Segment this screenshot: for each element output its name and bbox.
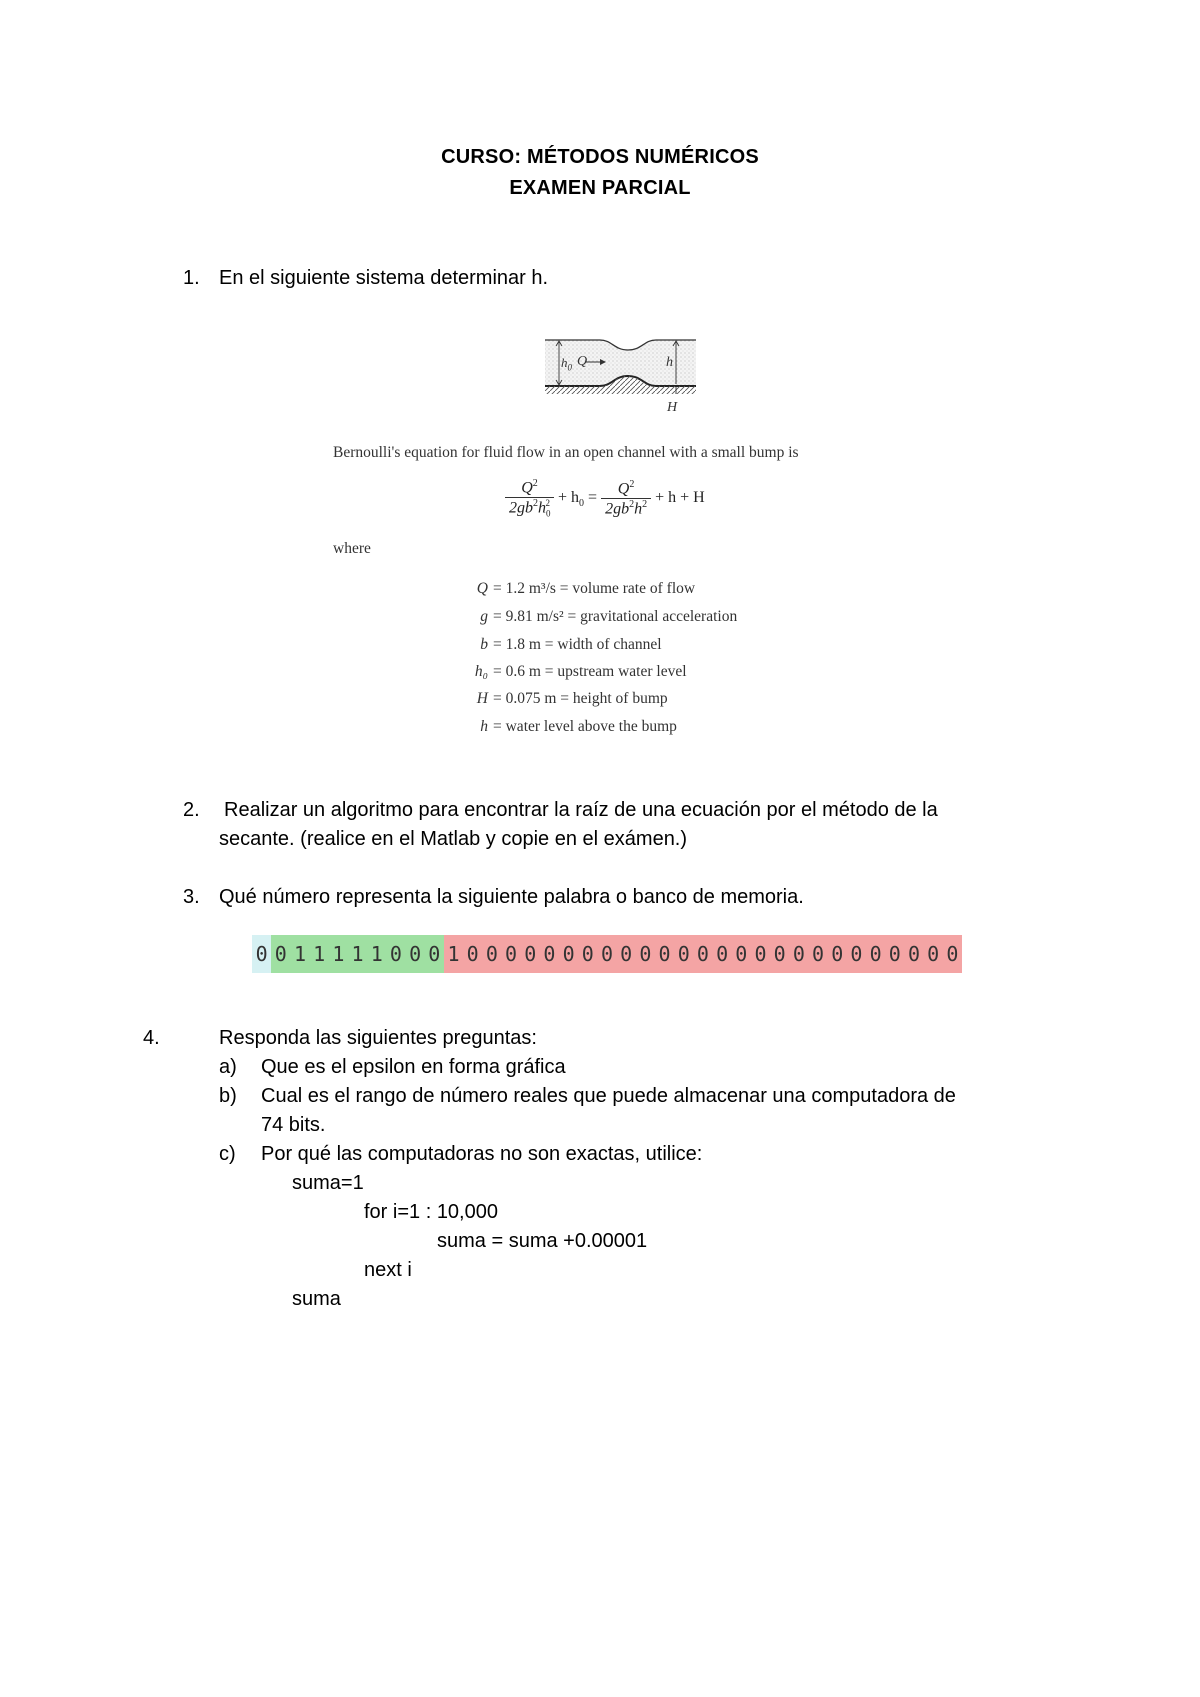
code-line: suma = suma +0.00001 [437, 1230, 648, 1252]
mantissa-bit: 0 [885, 935, 904, 973]
sign-bit: 0 [252, 935, 271, 973]
exponent-bit: 0 [386, 935, 405, 973]
mantissa-bit: 0 [540, 935, 559, 973]
code-line: for i=1 : 10,000 [364, 1201, 498, 1223]
eq-plus-h0: + $h_0$ [558, 489, 585, 510]
mantissa-bit: 0 [482, 935, 501, 973]
def-sym: H [476, 690, 488, 707]
def-rhs: = 1.8 m = width of channel [493, 636, 662, 653]
q4-item-letter: c) [219, 1143, 236, 1165]
mantissa-bit: 0 [751, 935, 770, 973]
bernoulli-equation [505, 478, 705, 519]
mantissa-bit: 0 [789, 935, 808, 973]
q2-line2: secante. (realice en el Matlab y copie en el exámen.) [219, 828, 688, 850]
exam-title: EXAMEN PARCIAL [509, 177, 691, 199]
def-rhs: = 0.075 m = height of bump [493, 690, 668, 707]
where-label: where [333, 540, 371, 557]
q1-number: 1. [183, 267, 200, 289]
mantissa-bit: 0 [578, 935, 597, 973]
def-rhs: = water level above the bump [493, 718, 677, 735]
q4-item-letter: a) [219, 1056, 237, 1078]
q3-number: 3. [183, 886, 200, 908]
mantissa-bit: 0 [501, 935, 520, 973]
def-sym: b [480, 636, 488, 653]
memory-word-bits [252, 935, 962, 973]
mantissa-bit: 0 [924, 935, 943, 973]
bernoulli-intro: Bernoulli's equation for fluid flow in an open channel with a small bump is [333, 444, 799, 461]
eq-tail: + h + H [655, 489, 705, 507]
mantissa-bit: 0 [828, 935, 847, 973]
mantissa-bit: 0 [463, 935, 482, 973]
def-sym: h₀ [474, 663, 488, 680]
code-line: suma=1 [292, 1172, 364, 1194]
eq-equals: = [588, 489, 598, 507]
fig-label-q: Q [577, 354, 588, 369]
mantissa-bit: 0 [597, 935, 616, 973]
mantissa-bit: 0 [847, 935, 866, 973]
q4-item-text: Cual es el rango de número reales que puede almacenar una computadora de [261, 1085, 956, 1107]
exponent-bit: 1 [290, 935, 309, 973]
q4-text: Responda las siguientes preguntas: [219, 1027, 537, 1049]
def-sym: g [480, 608, 488, 625]
q4-item-text-continued: 74 bits. [261, 1114, 326, 1136]
q4-number: 4. [143, 1027, 160, 1049]
course-title: CURSO: MÉTODOS NUMÉRICOS [441, 146, 759, 168]
mantissa-bit: 0 [732, 935, 751, 973]
exponent-bit: 1 [348, 935, 367, 973]
fig-label-h0: $h_0$ [561, 355, 572, 373]
q4-item-text: Que es el epsilon en forma gráfica [261, 1056, 566, 1078]
eq-left-fraction: $\frac{Q^2}{2gb^2h_0^2}$ [505, 478, 554, 519]
exponent-bit: 1 [310, 935, 329, 973]
q2-line1: Realizar un algoritmo para encontrar la raíz de una ecuación por el método de la [224, 799, 938, 821]
q4-item-letter: b) [219, 1085, 237, 1107]
mantissa-bit: 0 [713, 935, 732, 973]
mantissa-bit: 0 [693, 935, 712, 973]
def-rhs: = 0.6 m = upstream water level [493, 663, 687, 680]
eq-right-fraction: $\frac{Q^2}{2gb^2h^2}$ [601, 479, 651, 519]
q3-text: Qué número representa la siguiente palabra o banco de memoria. [219, 886, 804, 908]
q1-text: En el siguiente sistema determinar h. [219, 267, 549, 289]
mantissa-bit: 0 [808, 935, 827, 973]
mantissa-bit: 1 [444, 935, 463, 973]
exponent-bit: 0 [406, 935, 425, 973]
exponent-bit: 0 [271, 935, 290, 973]
exponent-bit: 0 [425, 935, 444, 973]
mantissa-bit: 0 [559, 935, 578, 973]
mantissa-bit: 0 [655, 935, 674, 973]
fig-label-h: h [666, 355, 673, 370]
def-sym: h [480, 718, 488, 735]
mantissa-bit: 0 [521, 935, 540, 973]
mantissa-bit: 0 [617, 935, 636, 973]
def-rhs: = 1.2 m³/s = volume rate of flow [493, 580, 696, 597]
mantissa-bit: 0 [943, 935, 962, 973]
mantissa-bit: 0 [904, 935, 923, 973]
code-line: next i [364, 1259, 412, 1281]
mantissa-bit: 0 [770, 935, 789, 973]
exponent-bit: 1 [367, 935, 386, 973]
mantissa-bit: 0 [674, 935, 693, 973]
def-rhs: = 9.81 m/s² = gravitational acceleration [493, 608, 738, 625]
def-sym: Q [476, 580, 488, 597]
fig-label-big-h: H [667, 400, 678, 415]
code-line: suma [292, 1288, 341, 1310]
exponent-bit: 1 [329, 935, 348, 973]
q2-number: 2. [183, 799, 200, 821]
mantissa-bit: 0 [636, 935, 655, 973]
mantissa-bit: 0 [866, 935, 885, 973]
q4-item-text: Por qué las computadoras no son exactas, utilice: [261, 1143, 703, 1165]
